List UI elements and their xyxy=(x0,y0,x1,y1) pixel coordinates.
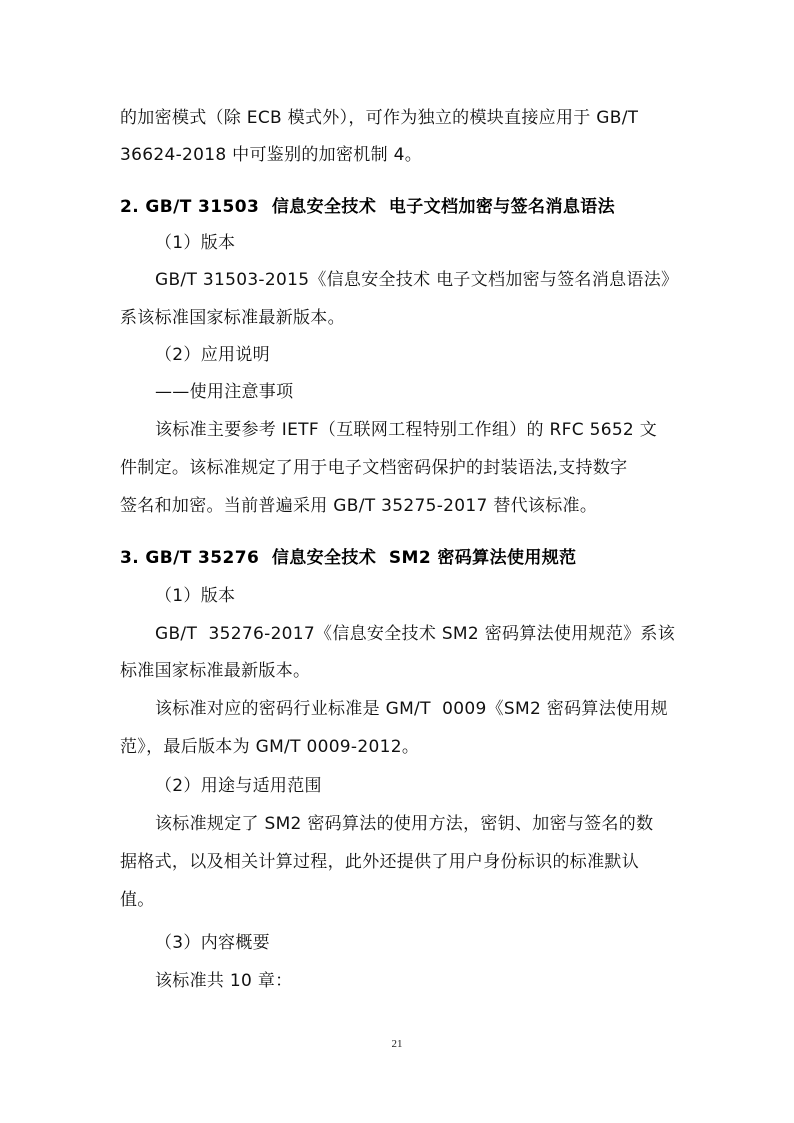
intro-line: 36624-2018 中可鉴别的加密机制 4。 xyxy=(120,145,423,165)
section-3-industry-line: 该标准对应的密码行业标准是 GM/T 0009《SM2 密码算法使用规 xyxy=(155,699,668,719)
section-3-version-line: GB/T 35276-2017《信息安全技术 SM2 密码算法使用规范》系该 xyxy=(155,624,676,644)
section-2-usage-label: （2）应用说明 xyxy=(155,345,270,365)
section-3-industry-line: 范》，最后版本为 GM/T 0009-2012。 xyxy=(120,737,420,757)
page-number: 21 xyxy=(391,1038,403,1050)
section-3-summary-label: （3）内容概要 xyxy=(155,933,270,953)
section-3-scope-label: （2）用途与适用范围 xyxy=(155,776,322,796)
section-2-usage-sublabel: ——使用注意事项 xyxy=(155,382,294,402)
section-3-scope-line: 该标准规定了 SM2 密码算法的使用方法，密钥、加密与签名的数 xyxy=(155,814,654,834)
section-3-scope-line: 值。 xyxy=(120,890,155,910)
section-3-heading: 3. GB/T 35276 信息安全技术 SM2 密码算法使用规范 xyxy=(120,548,577,568)
section-3-version-line: 标准国家标准最新版本。 xyxy=(120,661,311,681)
section-3-version-label: （1）版本 xyxy=(155,586,236,606)
section-2-usage-line: 该标准主要参考 IETF（互联网工程特别工作组）的 RFC 5652 文 xyxy=(155,420,658,440)
section-2-heading: 2. GB/T 31503 信息安全技术 电子文档加密与签名消息语法 xyxy=(120,197,616,217)
intro-line: 的加密模式（除 ECB 模式外），可作为独立的模块直接应用于 GB/T xyxy=(120,108,639,128)
section-2-usage-line: 签名和加密。当前普遍采用 GB/T 35275-2017 替代该标准。 xyxy=(120,496,598,516)
section-2-version-label: （1）版本 xyxy=(155,233,236,253)
section-3-scope-line: 据格式，以及相关计算过程，此外还提供了用户身份标识的标准默认 xyxy=(120,852,639,872)
section-2-version-line: 系该标准国家标准最新版本。 xyxy=(120,308,345,328)
section-3-summary-line: 该标准共 10 章： xyxy=(155,971,293,991)
section-2-version-line: GB/T 31503-2015《信息安全技术 电子文档加密与签名消息语法》 xyxy=(155,270,679,290)
section-2-usage-line: 件制定。该标准规定了用于电子文档密码保护的封装语法,支持数字 xyxy=(120,458,628,478)
